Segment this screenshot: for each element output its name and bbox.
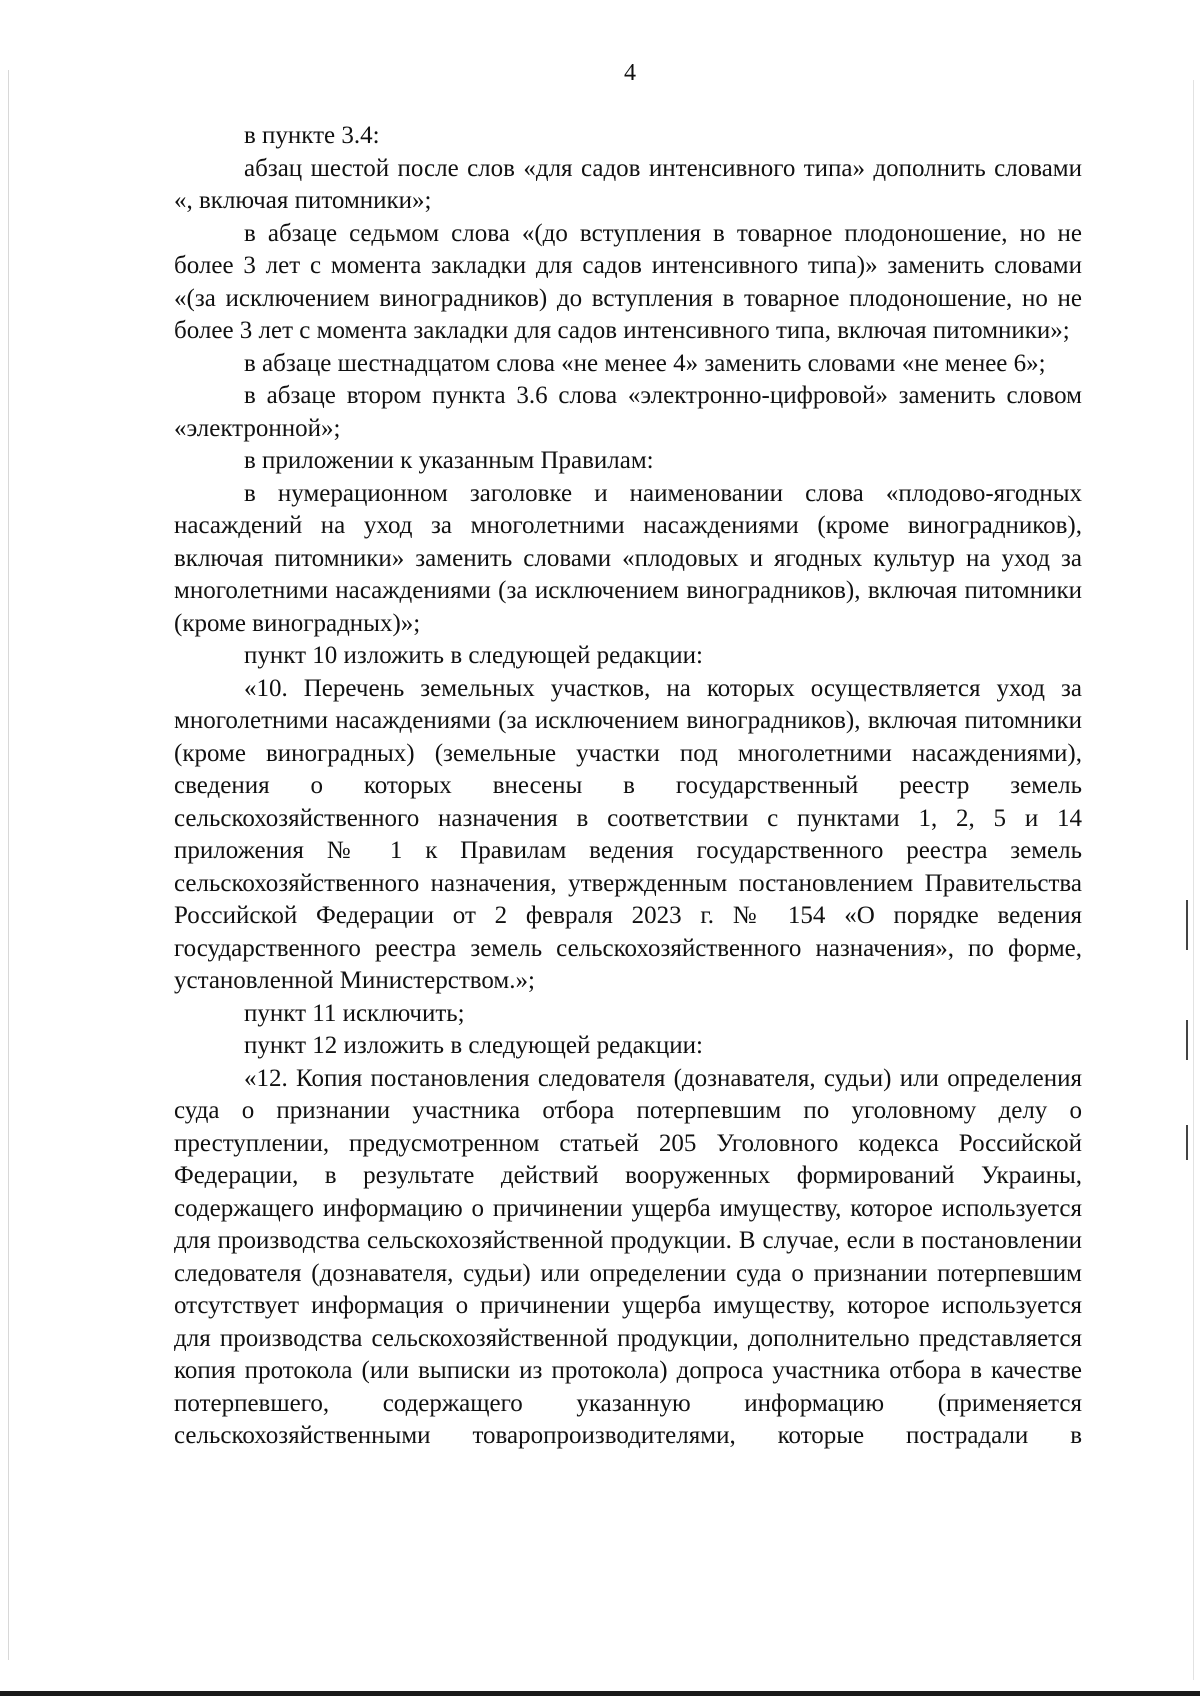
paragraph: в абзаце седьмом слова «(до вступления в товарное плодоношение, но не более 3 лет с момента закладки для садов интенсивного типа)» заменить словами «(за исключением виноградников) до вступления в товарное плодоношение, но не более 3 лет с момента закладки для садов интенсивного типа, включая питомники»;	[174, 219, 1082, 344]
paragraph: пункт 12 изложить в следующей редакции:	[244, 1032, 703, 1059]
scan-mark	[1186, 900, 1188, 950]
scan-mark	[1186, 1125, 1188, 1160]
page-bottom-rule	[0, 1691, 1200, 1696]
paragraph: в абзаце втором пункта 3.6 слова «электронно-цифровой» заменить словом «электронной»;	[174, 382, 1082, 442]
paragraph: «12. Копия постановления следователя (дознавателя, судьи) или определения суда о признании участника отбора потерпевшим по уголовному делу о преступлении, предусмотренном статьей 205 Уголовного кодекса Российской Федерации, в результате действий вооруженных формирований Украины, содержащего информацию о причинении ущерба имуществу, которое используется для производства сельскохозяйственной продукции. В случае, если в постановлении следователя (дознавателя, судьи) или определении суда о признании потерпевшим отсутствует информация о причинении ущерба имуществу, которое используется для производства сельскохозяйственной продукции, дополнительно представляется копия протокола (или выписки из протокола) допроса участника отбора в качестве потерпевшего, содержащего указанную информацию (применяется сельскохозяйственными товаропроизводителями, которые пострадали в	[174, 1064, 1082, 1449]
paragraph: в пункте 3.4:	[244, 122, 380, 149]
paragraph: в абзаце шестнадцатом слова «не менее 4» заменить словами «не менее 6»;	[244, 349, 1046, 377]
page-number: 4	[624, 60, 636, 86]
scan-edge-left	[8, 70, 9, 1660]
paragraph: абзац шестой после слов «для садов интенсивного типа» дополнить словами «, включая питомники»;	[174, 154, 1082, 214]
scan-edge-right	[1193, 80, 1194, 1680]
paragraph: «10. Перечень земельных участков, на которых осуществляется уход за многолетними насаждениями (за исключением виноградников), включая питомники (кроме виноградных) (земельные участки под многолетними насаждениями), сведения о которых внесены в государственный реестр земель сельскохозяйственного назначения в соответствии с пунктами 1, 2, 5 и 14 приложения № 1 к Правилам ведения государственного реестра земель сельскохозяйственного назначения, утвержденным постановлением Правительства Российской Федерации от 2 февраля 2023 г. № 154 «О порядке ведения государственного реестра земель сельскохозяйственного назначения», по форме, установленной Министерством.»;	[174, 674, 1082, 994]
paragraph: в приложении к указанным Правилам:	[244, 447, 654, 474]
document-body	[174, 120, 1082, 1453]
paragraph: в нумерационном заголовке и наименовании слова «плодово-ягодных насаждений на уход за многолетними насаждениями (кроме виноградников), включая питомники» заменить словами «плодовых и ягодных культур на уход за многолетними насаждениями (за исключением виноградников), включая питомники (кроме виноградных)»;	[174, 479, 1082, 637]
paragraph: пункт 10 изложить в следующей редакции:	[244, 642, 703, 669]
paragraph: пункт 11 исключить;	[244, 999, 465, 1027]
scan-mark	[1186, 1020, 1188, 1060]
